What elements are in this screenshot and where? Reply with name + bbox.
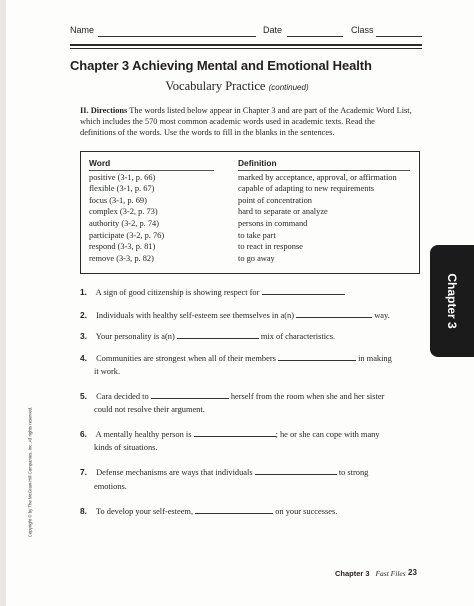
- answer-blank[interactable]: [278, 352, 356, 361]
- vocab-word: flexible (3-1, p. 67): [89, 184, 155, 194]
- definition-header: Definition: [238, 158, 277, 168]
- vocab-definition: to go away: [238, 253, 275, 263]
- header-rule-thin: [70, 48, 422, 49]
- question-number: 3.: [80, 331, 87, 341]
- vocab-word: focus (3-1, p. 69): [89, 195, 147, 205]
- question-number: 5.: [80, 391, 87, 401]
- question-text: Communities are strongest when all of their members: [96, 354, 276, 363]
- vocab-definition: persons in command: [238, 218, 308, 228]
- question-text-end: to strong: [338, 468, 369, 477]
- vocab-definition: hard to separate or analyze: [238, 207, 328, 217]
- class-field[interactable]: [376, 36, 422, 37]
- answer-blank[interactable]: [255, 466, 337, 475]
- vocab-word: complex (3-2, p. 73): [89, 207, 158, 217]
- word-column: [89, 158, 214, 264]
- question-7: [80, 466, 368, 477]
- chapter-side-tab-label: Chapter 3: [445, 273, 459, 329]
- question-text-end: ; he or she can cope with many: [275, 430, 380, 439]
- answer-blank[interactable]: [177, 330, 259, 339]
- question-text: Defense mechanisms are ways that individuals: [96, 468, 253, 477]
- directions: [80, 105, 412, 138]
- question-3: [80, 330, 335, 341]
- name-label: Name: [70, 25, 95, 35]
- chapter-side-tab: [430, 245, 474, 357]
- copyright-notice: Copyright © by The McGraw-Hill Companies, Inc. All rights reserved.: [27, 406, 33, 538]
- answer-blank[interactable]: [194, 428, 276, 437]
- vocab-definition: marked by acceptance, approval, or affirmation: [238, 172, 397, 182]
- question-number: 8.: [80, 506, 87, 516]
- header-fields: [70, 22, 422, 40]
- question-7-continued: emotions.: [94, 482, 127, 491]
- vocab-word: authority (3-2, p. 74): [89, 218, 160, 228]
- header-rule-thick: [70, 44, 422, 46]
- question-6-continued: kinds of situations.: [94, 443, 158, 452]
- vocab-word: participate (3-2, p. 76): [89, 230, 165, 240]
- vocab-word: positive (3-1, p. 66): [89, 172, 156, 182]
- question-text: Your personality is a(n): [95, 332, 175, 341]
- question-text-end: way.: [374, 311, 390, 320]
- vocab-definition: point of concentration: [238, 195, 312, 205]
- footer: [335, 569, 406, 578]
- question-text: Cara decided to: [96, 392, 149, 401]
- question-text-end: .: [343, 288, 346, 297]
- question-text: Individuals with healthy self-esteem see themselves in a(n): [96, 311, 295, 320]
- question-text-end: in making: [358, 354, 392, 363]
- question-number: 7.: [80, 467, 87, 477]
- page-number: 23: [408, 568, 417, 577]
- question-4-continued: it work.: [94, 367, 121, 376]
- vocab-definition: to react in response: [238, 242, 303, 252]
- class-label: Class: [351, 25, 374, 35]
- question-text: A sign of good citizenship is showing respect for: [95, 288, 260, 297]
- answer-blank[interactable]: [296, 309, 372, 318]
- section-subtitle: [0, 79, 474, 94]
- question-text: A mentally healthy person is: [95, 430, 192, 439]
- question-text: To develop your self-esteem,: [95, 507, 194, 516]
- word-header-rule: [89, 170, 214, 171]
- definition-header-rule: [238, 170, 410, 171]
- date-label: Date: [263, 25, 283, 35]
- vocab-word: respond (3-3, p. 81): [89, 242, 156, 252]
- question-number: 2.: [80, 310, 87, 320]
- question-1: [80, 286, 346, 297]
- name-field[interactable]: [98, 36, 256, 37]
- question-number: 6.: [80, 429, 87, 439]
- subtitle-main: Vocabulary Practice: [165, 79, 266, 93]
- question-number: 1.: [80, 287, 87, 297]
- vocabulary-table: [80, 151, 420, 274]
- question-text-end: on your successes.: [275, 507, 338, 516]
- question-text-end: herself from the room when she and her sister: [230, 392, 385, 401]
- footer-book: Fast Files: [375, 569, 406, 578]
- question-2: [80, 309, 390, 320]
- definition-column: [238, 158, 410, 264]
- word-header: Word: [89, 158, 111, 168]
- question-5-continued: could not resolve their argument.: [94, 405, 205, 414]
- question-4: [80, 352, 392, 363]
- question-6: [80, 428, 380, 439]
- question-8: [80, 505, 337, 516]
- answer-blank[interactable]: [262, 286, 344, 295]
- footer-chapter: Chapter 3: [335, 569, 370, 578]
- date-field[interactable]: [287, 36, 343, 37]
- question-text-end: mix of characteristics.: [260, 332, 336, 341]
- vocab-word: remove (3-3, p. 82): [89, 253, 154, 263]
- question-number: 4.: [80, 353, 87, 363]
- subtitle-continued: (continued): [268, 83, 309, 92]
- answer-blank[interactable]: [151, 390, 229, 399]
- page-title: Chapter 3 Achieving Mental and Emotional Health: [70, 58, 372, 73]
- directions-lead: II. Directions: [80, 106, 128, 115]
- directions-text: The words listed below appear in Chapter 3 and are part of the Academic Word List, which includes the 570 most common academic words used in academic texts. Read the definitions of the words. Use the words to fill in the blanks in the sentences.: [80, 106, 412, 137]
- answer-blank[interactable]: [195, 505, 273, 514]
- question-5: [80, 390, 384, 401]
- vocab-definition: capable of adapting to new requirements: [238, 184, 375, 194]
- vocab-definition: to take part: [238, 230, 276, 240]
